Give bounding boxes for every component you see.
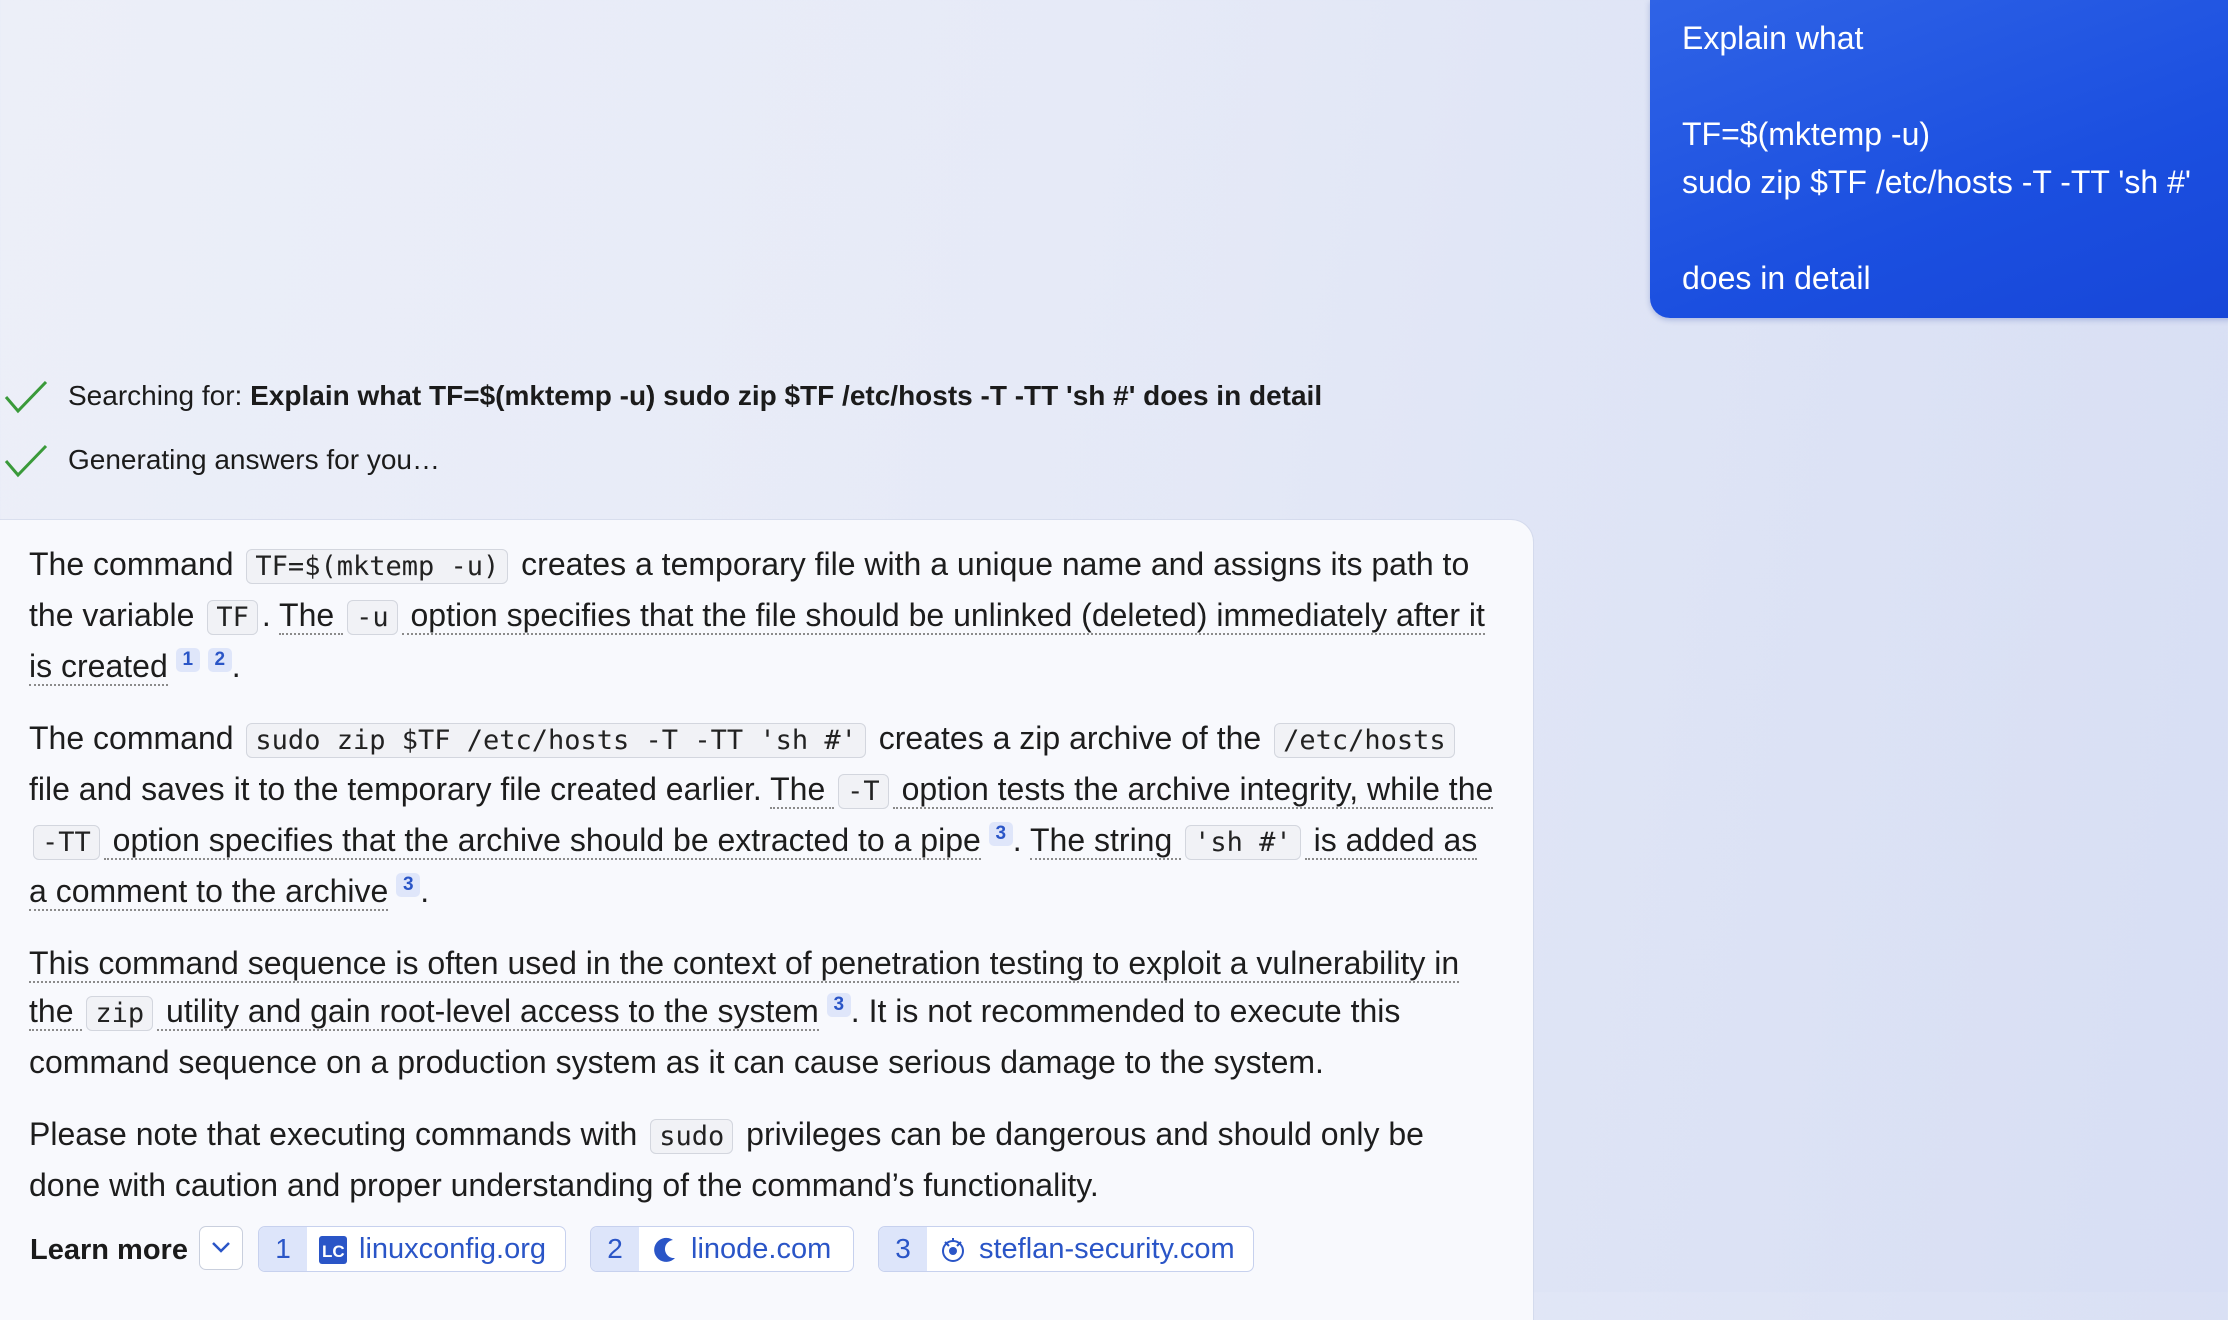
checkmark-icon [4, 380, 48, 414]
source-number: 3 [879, 1227, 927, 1272]
source-name: steflan-security.com [979, 1233, 1235, 1265]
citation-badge[interactable]: 3 [989, 822, 1013, 846]
cited-text[interactable]: The [770, 771, 835, 807]
answer-paragraph-3: This command sequence is often used in the context of penetration testing to exploit a vulnerability in the zip utility and gain root-level access to the system $^3$ . It is not recommended to execute this command sequence on a production system as it can cause serious damage to the system. [29, 945, 1460, 1080]
source-name: linode.com [691, 1233, 832, 1265]
inline-code: 'sh #' [1185, 825, 1301, 860]
citation-badge[interactable]: 3 [396, 873, 420, 897]
source-link-linode[interactable] [590, 1226, 854, 1272]
inline-code: -u [347, 600, 398, 635]
chevron-down-icon [211, 1240, 231, 1254]
answer-paragraph-2: The command sudo zip $TF /etc/hosts -T -TT 'sh #' creates a zip archive of the /etc/hosts file and saves it to the temporary file created earlier. The -T option tests the archive integrity, while the -TT option specifies that the archive should be extracted to a pipe $^3$ . The string 'sh #' is added as a comment to the archive $^3$ . [29, 720, 1494, 909]
user-message-line: sudo zip $TF /etc/hosts -T -TT 'sh #' [1682, 164, 2191, 200]
source-name: linuxconfig.org [359, 1233, 546, 1265]
searching-label: Searching for: [68, 380, 251, 411]
searching-query: Explain what TF=$(mktemp -u) sudo zip $TF /etc/hosts -T -TT 'sh #' does in detail [250, 380, 1323, 411]
cited-text[interactable]: option specifies that the file should be unlinked (deleted) immediately after it is created [29, 597, 1485, 684]
inline-code: zip [86, 996, 153, 1031]
cited-text[interactable]: option specifies that the archive should be extracted to a pipe [103, 822, 981, 858]
source-number: 1 [259, 1227, 307, 1272]
source-link-linuxconfig[interactable] [258, 1226, 566, 1272]
citation-badge[interactable]: 3 [827, 993, 851, 1017]
source-number: 2 [591, 1227, 639, 1272]
answer-paragraph-1: The command TF=$(mktemp -u) creates a temporary file with a unique name and assigns its path to the variable TF . The -u option specifies that the file should be unlinked (deleted) immediately after it is created $^1$ $^2$ . [29, 546, 1485, 684]
inline-code: /etc/hosts [1274, 723, 1455, 758]
generating-label: Generating answers for you… [68, 444, 440, 475]
inline-code: sudo [650, 1119, 733, 1154]
user-message-line: TF=$(mktemp -u) [1682, 116, 1931, 152]
inline-code: sudo zip $TF /etc/hosts -T -TT 'sh #' [246, 723, 865, 758]
cited-text[interactable]: utility and gain root-level access to the system [157, 993, 819, 1029]
cited-text[interactable]: The [279, 597, 344, 633]
checkmark-icon [4, 444, 48, 478]
citation-badge[interactable]: 1 [176, 648, 200, 672]
steflan-logo-icon [939, 1236, 967, 1264]
cited-text[interactable]: option tests the archive integrity, while the [892, 771, 1494, 807]
learn-more-label: Learn more [30, 1234, 188, 1266]
cited-text[interactable]: This command sequence is often used in the context of penetration testing to exploit a vulnerability in the [29, 945, 1460, 1029]
answer-paragraph-4: Please note that executing commands with sudo privileges can be dangerous and should only be done with caution and proper understanding of the command’s functionality. [29, 1116, 1424, 1203]
inline-code: TF [207, 600, 258, 635]
inline-code: TF=$(mktemp -u) [246, 549, 508, 584]
answer-body [29, 540, 1499, 1233]
user-message-line: does in detail [1682, 260, 1871, 296]
citation-badge[interactable]: 2 [208, 648, 232, 672]
source-link-steflan-security[interactable] [878, 1226, 1254, 1272]
cited-text[interactable]: The string [1029, 822, 1182, 858]
cited-text[interactable]: is added as a comment to the archive [29, 822, 1478, 909]
inline-code: -T [838, 774, 889, 809]
svg-text:LC: LC [322, 1242, 345, 1261]
answer-card [0, 520, 1533, 1320]
inline-code: -TT [33, 825, 100, 860]
linuxconfig-logo-icon [319, 1236, 347, 1264]
user-message-line: Explain what [1682, 20, 1864, 56]
linode-logo-icon [651, 1236, 679, 1264]
learn-more-toggle-button[interactable] [199, 1226, 243, 1270]
user-message-bubble [1650, 0, 2228, 318]
